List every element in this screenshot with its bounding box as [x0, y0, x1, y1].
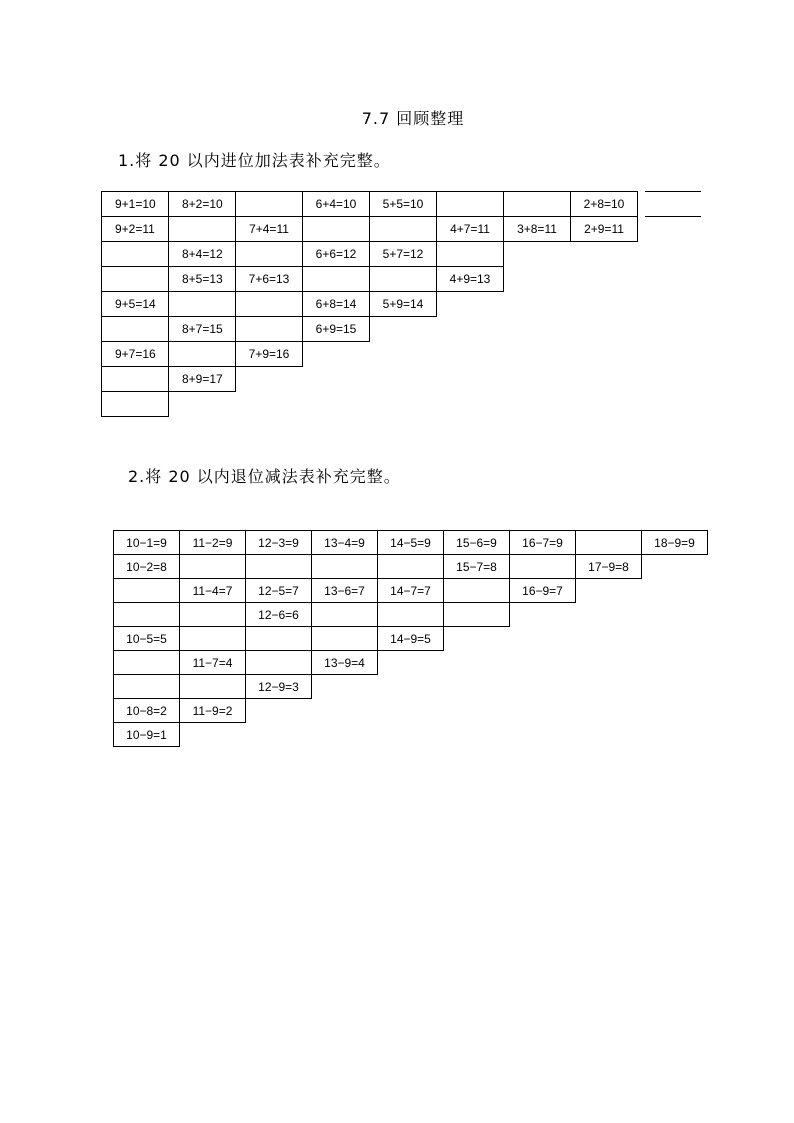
table-cell: 8+4=12 [168, 241, 236, 267]
blank-cell[interactable] [101, 366, 169, 392]
blank-cell[interactable] [101, 241, 169, 267]
blank-cell[interactable] [302, 266, 370, 292]
blank-cell[interactable] [503, 191, 571, 217]
table-cell: 13−4=9 [311, 530, 378, 555]
table-cell: 3+8=11 [503, 216, 571, 242]
blank-cell[interactable] [235, 316, 303, 342]
blank-cell[interactable] [436, 241, 504, 267]
blank-cell[interactable] [101, 316, 169, 342]
table-cell: 6+9=15 [302, 316, 370, 342]
blank-cell[interactable] [113, 650, 180, 675]
table-cell: 9+1=10 [101, 191, 169, 217]
table-cell: 7+4=11 [235, 216, 303, 242]
table-cell: 12−9=3 [245, 674, 312, 699]
table-cell: 16−9=7 [509, 578, 576, 603]
blank-cell[interactable] [179, 674, 246, 699]
table-edge-line [645, 191, 701, 192]
table-cell: 15−6=9 [443, 530, 510, 555]
blank-cell[interactable] [235, 241, 303, 267]
table-cell: 11−9=2 [179, 698, 246, 723]
table-cell: 12−6=6 [245, 602, 312, 627]
blank-cell[interactable] [179, 626, 246, 651]
table-cell: 8+2=10 [168, 191, 236, 217]
table-cell: 13−9=4 [311, 650, 378, 675]
table-cell: 8+9=17 [168, 366, 236, 392]
table-cell: 11−4=7 [179, 578, 246, 603]
blank-cell[interactable] [245, 554, 312, 579]
table-cell: 5+9=14 [369, 291, 437, 317]
table-cell: 8+5=13 [168, 266, 236, 292]
blank-cell[interactable] [101, 391, 169, 417]
blank-cell[interactable] [113, 578, 180, 603]
table-cell: 17−9=8 [575, 554, 642, 579]
table-edge-line [645, 216, 701, 217]
blank-cell[interactable] [443, 578, 510, 603]
blank-cell[interactable] [311, 554, 378, 579]
table-cell: 7+9=16 [235, 341, 303, 367]
table-cell: 12−5=7 [245, 578, 312, 603]
blank-cell[interactable] [179, 554, 246, 579]
table-cell: 5+5=10 [369, 191, 437, 217]
blank-cell[interactable] [369, 266, 437, 292]
table-cell: 6+8=14 [302, 291, 370, 317]
table-cell: 6+6=12 [302, 241, 370, 267]
blank-cell[interactable] [168, 291, 236, 317]
table-cell: 10−5=5 [113, 626, 180, 651]
blank-cell[interactable] [179, 602, 246, 627]
table-cell: 14−9=5 [377, 626, 444, 651]
table-cell: 7+6=13 [235, 266, 303, 292]
blank-cell[interactable] [311, 626, 378, 651]
page-title: 7.7 回顾整理 [361, 109, 465, 128]
blank-cell[interactable] [436, 191, 504, 217]
table-cell: 11−2=9 [179, 530, 246, 555]
table-cell: 2+9=11 [570, 216, 638, 242]
table-cell: 9+2=11 [101, 216, 169, 242]
table-cell: 10−8=2 [113, 698, 180, 723]
table-cell: 10−9=1 [113, 722, 180, 747]
blank-cell[interactable] [377, 554, 444, 579]
blank-cell[interactable] [443, 602, 510, 627]
table-cell: 8+7=15 [168, 316, 236, 342]
blank-cell[interactable] [168, 341, 236, 367]
table-cell: 16−7=9 [509, 530, 576, 555]
blank-cell[interactable] [101, 266, 169, 292]
table-cell: 14−7=7 [377, 578, 444, 603]
blank-cell[interactable] [245, 650, 312, 675]
table-cell: 12−3=9 [245, 530, 312, 555]
blank-cell[interactable] [113, 602, 180, 627]
blank-cell[interactable] [168, 216, 236, 242]
blank-cell[interactable] [245, 626, 312, 651]
question-2: 2.将 20 以内退位减法表补充完整。 [128, 467, 401, 486]
table-cell: 9+5=14 [101, 291, 169, 317]
table-cell: 9+7=16 [101, 341, 169, 367]
blank-cell[interactable] [311, 602, 378, 627]
table-cell: 4+7=11 [436, 216, 504, 242]
table-cell: 2+8=10 [570, 191, 638, 217]
table-cell: 13−6=7 [311, 578, 378, 603]
question-1: 1.将 20 以内进位加法表补充完整。 [118, 151, 391, 170]
table-cell: 4+9=13 [436, 266, 504, 292]
blank-cell[interactable] [235, 191, 303, 217]
blank-cell[interactable] [509, 554, 576, 579]
table-cell: 14−5=9 [377, 530, 444, 555]
blank-cell[interactable] [575, 530, 642, 555]
blank-cell[interactable] [302, 216, 370, 242]
blank-cell[interactable] [369, 216, 437, 242]
table-cell: 6+4=10 [302, 191, 370, 217]
table-cell: 10−2=8 [113, 554, 180, 579]
table-cell: 10−1=9 [113, 530, 180, 555]
table-cell: 11−7=4 [179, 650, 246, 675]
blank-cell[interactable] [377, 602, 444, 627]
table-cell: 15−7=8 [443, 554, 510, 579]
table-cell: 5+7=12 [369, 241, 437, 267]
table-cell: 18−9=9 [641, 530, 708, 555]
blank-cell[interactable] [113, 674, 180, 699]
blank-cell[interactable] [235, 291, 303, 317]
